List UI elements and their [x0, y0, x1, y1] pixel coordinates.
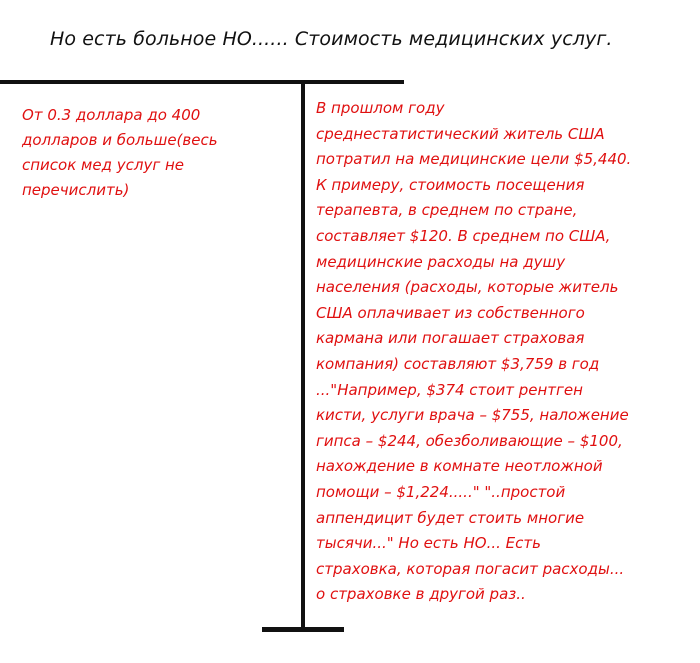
right-text-line: В прошлом году — [316, 99, 445, 117]
right-text-line: К примеру, стоимость посещения — [316, 175, 585, 194]
right-text-line: ..."Например, $374 стоит рентген — [316, 380, 583, 399]
right-text-line: помощи – $1,224....." "..простой — [316, 482, 566, 501]
left-column-text — [22, 103, 284, 203]
right-text-line: гипса – $244, обезболивающие – $100, — [316, 431, 623, 450]
table-top-divider — [0, 80, 404, 84]
right-text-line: среднестатистический житель США — [316, 124, 605, 143]
left-text-line: перечислить) — [22, 181, 130, 199]
page-title: Но есть больное НО...... Стоимость медицинских услуг. — [50, 28, 613, 50]
right-text-line: компания) составляют $3,759 в год — [316, 354, 600, 373]
right-text-line: США оплачивает из собственного — [316, 303, 585, 322]
right-text-line: страховка, которая погасит расходы... — [316, 559, 625, 578]
right-text-line: населения (расходы, которые житель — [316, 278, 619, 297]
right-text-line: потратил на медицинские цели $5,440. — [316, 150, 632, 169]
table-base-divider — [262, 627, 344, 632]
right-text-line: терапевта, в среднем по стране, — [316, 201, 578, 220]
right-text-line: кармана или погашает страховая — [316, 329, 585, 348]
right-text-line: о страховке в другой раз.. — [316, 585, 526, 604]
right-text-line: аппендицит будет стоить многие — [316, 508, 585, 527]
right-column-text — [316, 96, 688, 608]
right-text-line: нахождение в комнате неотложной — [316, 457, 603, 476]
right-text-line: кисти, услуги врача – $755, наложение — [316, 406, 629, 425]
column-divider — [301, 82, 305, 630]
left-text-line: список мед услуг не — [22, 156, 185, 174]
right-text-line: медицинские расходы на душу — [316, 252, 566, 271]
right-text-line: тысячи..." Но есть НО... Есть — [316, 534, 541, 553]
left-text-line: От 0.3 доллара до 400 — [22, 106, 201, 124]
right-text-line: составляет $120. В среднем по США, — [316, 226, 611, 245]
left-text-line: долларов и больше(весь — [22, 131, 218, 149]
